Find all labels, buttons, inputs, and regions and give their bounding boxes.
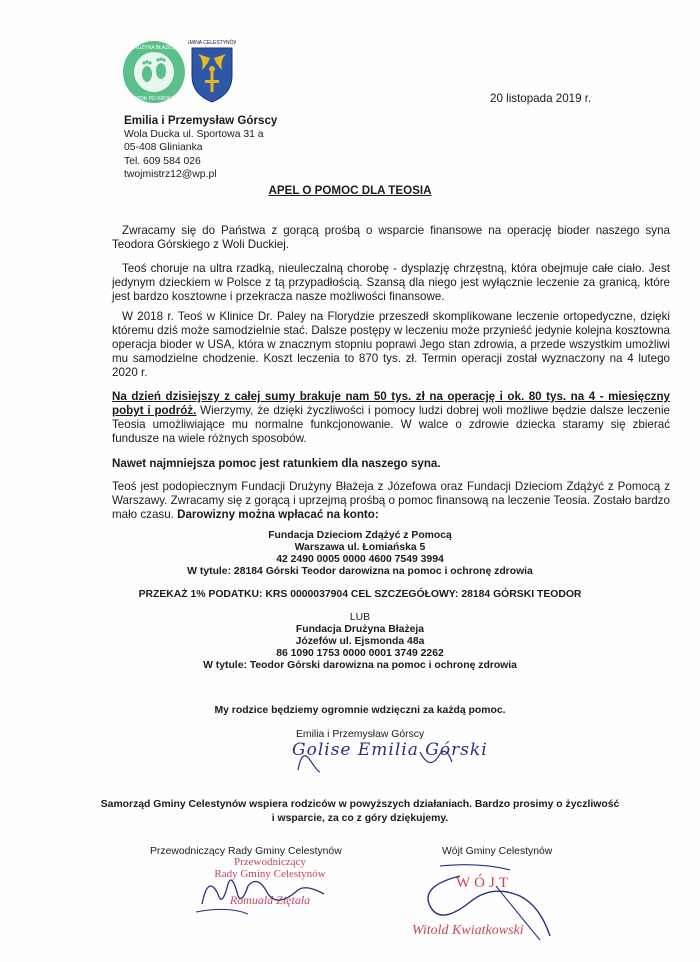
right-stamp-title: WÓJT xyxy=(456,875,512,891)
letter-date: 20 listopada 2019 r. xyxy=(490,92,592,105)
sender-name: Emilia i Przemysław Górscy xyxy=(124,114,278,127)
sender-block xyxy=(124,114,277,182)
paragraph-3-text: W 2018 r. Teoś w Klinice Dr. Paley na Florydzie przeszedł skomplikowane leczenie ortopedyczne, dzięki któremu dziś może samodzielnie stać. Dalsze postępy w leczeniu może przynieść jedynie kolejna kosztowna operacja bioder w USA, która w znacznym stopniu poprawi Jego stan zdrowia, a przede wszystkim umożliwi mu samodzielne chodzenie. Koszt leczenia to 870 tys. zł. Termin operacji został wyznaczony na 4 lutego 2020 r. xyxy=(112,310,670,379)
svg-text:KROK PO KROKU: KROK PO KROKU xyxy=(133,96,175,102)
paragraph-1 xyxy=(112,224,670,252)
donation2-or: LUB xyxy=(349,612,371,623)
paragraph-5: Nawet najmniejsza pomoc jest ratunkiem dla naszego syna. xyxy=(112,457,441,470)
support-line1: Samorząd Gminy Celestynów wspiera rodziców w powyższych działaniach. Bardzo prosimy o życzliwość xyxy=(100,799,620,810)
paragraph-3 xyxy=(112,310,670,380)
right-signature xyxy=(400,856,570,946)
left-stamp-name: Romuald Ziętala xyxy=(229,893,311,907)
donation2-title: W tytule: Teodor Górski darowizna na pomoc i ochronę zdrowia xyxy=(203,660,517,671)
support-line2: i wsparcie, za co z góry dziękujemy. xyxy=(271,813,449,824)
sender-email: twojmistrz12@wp.pl xyxy=(124,169,217,180)
parents-sign-label: Emilia i Przemysław Górscy xyxy=(296,729,425,740)
letter-title: APEL O POMOC DLA TEOSIA xyxy=(268,184,432,197)
right-stamp-name: Witold Kwiatkowski xyxy=(412,923,524,938)
parents-signature: Golise Emilia Górski xyxy=(292,740,488,760)
foundation-logo xyxy=(122,40,186,104)
svg-text:GMINA CELESTYNÓW: GMINA CELESTYNÓW xyxy=(188,40,236,46)
left-stamp-line1: Przewodniczący xyxy=(233,856,307,868)
paragraph-2 xyxy=(112,262,670,304)
paragraph-2-text: Teoś choruje na ultra rzadką, nieuleczalną chorobę - dysplazję chrzęstną, która obejmuje całe ciało. Jest jedynym dzieckiem w Polsce z tą przypadłością. Szansą dla niego jest wyłącznie leczenie za granicą, które jest bardzo kosztowne i przekracza nasze możliwości finansowe. xyxy=(112,262,670,303)
thanks-line: My rodzice będziemy ogromnie wdzięczni za każdą pomoc. xyxy=(214,705,506,716)
donation2-foundation: Fundacja Drużyna Błażeja xyxy=(295,624,425,635)
donation1-foundation: Fundacja Dzieciom Zdążyć z Pomocą xyxy=(268,530,452,541)
donation1-title: W tytule: 28184 Górski Teodor darowizna na pomoc i ochronę zdrowia xyxy=(187,566,533,577)
paragraph-4 xyxy=(112,390,670,446)
paragraph-6-text: Teoś jest podopiecznym Fundacji Drużyny Błażeja z Józefowa oraz Fundacji Dzieciom Zdążyć z Pomocą z Warszawy. Zwracamy się z gorącą i uprzejmą prośbą o pomoc finansową na leczenie Teosia. Zostało bardzo mało czasu. xyxy=(112,480,670,521)
parents-signature-flourish xyxy=(290,742,470,782)
donation-account-2 xyxy=(100,612,620,672)
left-stamp-line2: Rady Gminy Celestynów xyxy=(214,868,326,880)
paragraph-1-text: Zwracamy się do Państwa z gorącą prośbą o wsparcie finansowe na operację bioder naszego syna Teodora Górskiego z Woli Duckiej. xyxy=(112,224,670,251)
donation2-address: Józefów ul. Ejsmonda 48a xyxy=(295,636,425,647)
sender-phone: Tel. 609 584 026 xyxy=(124,155,201,167)
donation1-account-number: 42 2490 0005 0000 4600 7549 3994 xyxy=(276,554,444,565)
donation1-address: Warszawa ul. Łomiańska 5 xyxy=(294,542,426,553)
svg-text:DRUŻYNA BŁAŻEJA: DRUŻYNA BŁAŻEJA xyxy=(130,45,178,51)
paragraph-4-text: Wierzymy, że dzięki życzliwości i pomocy ludzi dobrej woli możliwe będzie dalsze leczenie Teosia umożliwiające mu normalne funkcjonowanie. W walce o zdrowie dziecka staramy się zbierać fundusze na wiele różnych sposobów. xyxy=(112,404,671,445)
left-signature xyxy=(188,864,338,920)
tax-percent-info: PRZEKAŻ 1% PODATKU: KRS 0000037904 CEL SZCZEGÓŁOWY: 28184 GÓRSKI TEODOR xyxy=(138,589,582,600)
gmina-crest-logo xyxy=(188,36,236,104)
sender-address-line1: Wola Ducka ul. Sportowa 31 a xyxy=(124,128,264,140)
missing-amount-text: Na dzień dzisiejszy z całej sumy brakuje nam 50 tys. zł na operację i ok. 80 tys. na 4 - miesięczny pobyt i podróż. xyxy=(112,390,670,417)
sender-address-line2: 05-408 Glinianka xyxy=(124,142,203,153)
donation2-account-number: 86 1090 1753 0000 0001 3749 2262 xyxy=(276,648,444,659)
support-statement xyxy=(60,798,660,826)
right-signatory-label: Wójt Gminy Celestynów xyxy=(442,846,553,857)
left-signatory-label: Przewodniczący Rady Gminy Celestynów xyxy=(150,846,342,857)
paragraph-6 xyxy=(112,480,670,522)
donation-account-1 xyxy=(100,530,620,578)
donation-intro: Darowizny można wpłacać na konto: xyxy=(173,508,379,521)
